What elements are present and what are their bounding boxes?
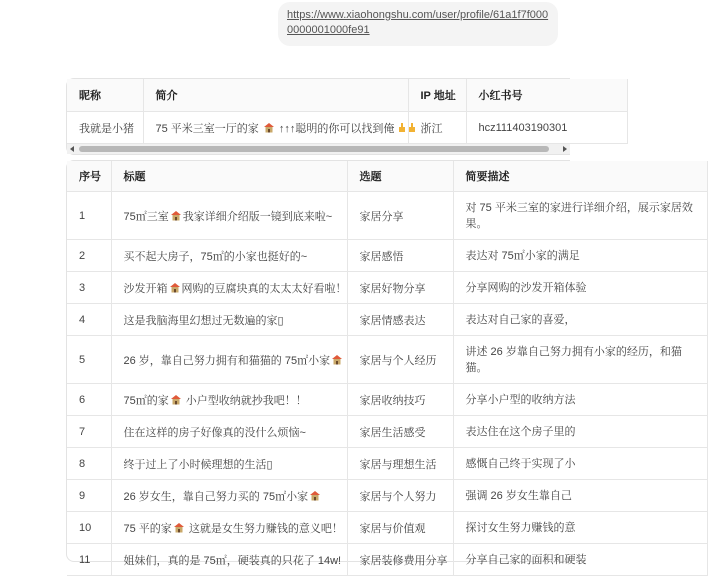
scrollbar-thumb[interactable] (79, 146, 549, 152)
row-topic: 家居与理想生活 (347, 448, 453, 480)
profile-table-header (67, 79, 627, 112)
scroll-left-icon[interactable] (70, 146, 74, 152)
row-index: 8 (67, 448, 111, 480)
row-topic: 家居感悟 (347, 240, 453, 272)
table-row (67, 272, 707, 304)
table-row (67, 544, 707, 576)
row-title-text: 住在这样的房子好像真的没什么烦恼~ (123, 426, 306, 439)
row-description: 感慨自己终于实现了小 (453, 448, 707, 480)
house-icon (331, 354, 343, 365)
row-title (111, 416, 347, 448)
bio-text-b: ↑↑↑聪明的你可以找到俺 (278, 122, 395, 135)
row-topic: 家居收纳技巧 (347, 384, 453, 416)
row-title (111, 240, 347, 272)
row-title (111, 480, 347, 512)
table-row (67, 384, 707, 416)
row-title-text: 沙发开箱 (123, 282, 168, 295)
row-index: 5 (67, 336, 111, 384)
row-description: 表达住在这个房子里的 (453, 416, 707, 448)
row-title (111, 272, 347, 304)
header-index: 序号 (67, 161, 111, 192)
row-title-text: 75 平的家 (123, 522, 172, 535)
row-title-text-b: 这就是女生努力赚钱的意义吧！ (185, 522, 343, 535)
row-title-text: 终于过上了小时候理想的生活▯ (123, 458, 273, 471)
profile-row (67, 112, 627, 144)
row-title (111, 512, 347, 544)
row-topic: 家居与个人努力 (347, 480, 453, 512)
table-row (67, 336, 707, 384)
row-description: 分享自己家的面积和硬装 (453, 544, 707, 576)
row-description: 分享网购的沙发开箱体验 (453, 272, 707, 304)
header-xhs-id: 小红书号 (466, 79, 627, 112)
row-title-text-b: 小户型收纳就抄我吧！！ (182, 394, 307, 407)
row-title-text-b: 网购的豆腐块真的太太太好看啦！ (181, 282, 347, 295)
header-title: 标题 (111, 161, 347, 192)
user-message-bubble (278, 2, 558, 46)
row-title-text: 26 岁，靠自己努力拥有和猫猫的 75㎡小家 (123, 354, 331, 367)
row-index: 9 (67, 480, 111, 512)
posts-table (66, 160, 693, 567)
row-topic: 家居情感表达 (347, 304, 453, 336)
horizontal-scrollbar[interactable] (67, 143, 570, 154)
nickname-cell: 我就是小猪 (67, 112, 143, 144)
row-title (111, 192, 347, 240)
row-title-text-b: 我家详细介绍版一镜到底来啦~ (182, 210, 333, 223)
profile-table (66, 78, 570, 155)
table-row (67, 416, 707, 448)
xhs-id-cell: hcz111403190301 (466, 112, 627, 144)
table-row (67, 304, 707, 336)
row-description: 讲述 26 岁靠自己努力拥有小家的经历，和猫猫。 (453, 336, 707, 384)
row-description: 分享小户型的收纳方法 (453, 384, 707, 416)
profile-link[interactable]: https://www.xiaohongshu.com/user/profile/61a1f7f0000000001000fe91 (287, 9, 549, 36)
house-icon (263, 122, 275, 133)
header-description: 简要描述 (453, 161, 707, 192)
row-title-text: 姐妹们，真的是 75㎡，硬装真的只花了 14w! (123, 554, 342, 567)
bio-cell (143, 112, 408, 144)
table-row (67, 240, 707, 272)
row-index: 10 (67, 512, 111, 544)
house-icon (309, 490, 321, 501)
row-title-text: 26 岁女生，靠自己努力买的 75㎡小家 (123, 490, 309, 503)
row-title-text: 75㎡的家 (123, 394, 169, 407)
house-icon (173, 522, 185, 533)
row-title-text: 这是我脑海里幻想过无数遍的家▯ (123, 314, 284, 327)
row-index: 6 (67, 384, 111, 416)
row-description: 表达对 75㎡小家的满足 (453, 240, 707, 272)
row-description: 探讨女生努力赚钱的意 (453, 512, 707, 544)
row-index: 11 (67, 544, 111, 576)
header-topic: 选题 (347, 161, 453, 192)
row-topic: 家居分享 (347, 192, 453, 240)
row-topic: 家居与个人经历 (347, 336, 453, 384)
table-row (67, 512, 707, 544)
posts-table-header (67, 161, 707, 192)
row-topic: 家居好物分享 (347, 272, 453, 304)
bio-text-a: 75 平米三室一厅的家 (155, 122, 259, 135)
row-topic: 家居生活感受 (347, 416, 453, 448)
header-ip: IP 地址 (408, 79, 466, 112)
pointing-hand-icon (397, 122, 407, 133)
row-topic: 家居装修费用分享 (347, 544, 453, 576)
table-row (67, 480, 707, 512)
house-icon (170, 210, 182, 221)
row-title (111, 448, 347, 480)
table-row (67, 192, 707, 240)
row-title (111, 304, 347, 336)
row-description: 对 75 平米三室的家进行详细介绍，展示家居效果。 (453, 192, 707, 240)
row-description: 强调 26 岁女生靠自己 (453, 480, 707, 512)
ip-cell: 浙江 (408, 112, 466, 144)
header-nickname: 昵称 (67, 79, 143, 112)
row-index: 4 (67, 304, 111, 336)
row-description: 表达对自己家的喜爱， (453, 304, 707, 336)
row-index: 7 (67, 416, 111, 448)
scroll-right-icon[interactable] (563, 146, 567, 152)
row-title (111, 544, 347, 576)
house-icon (170, 394, 182, 405)
row-index: 1 (67, 192, 111, 240)
row-title (111, 384, 347, 416)
pointing-hand-icon (407, 122, 417, 133)
table-row (67, 448, 707, 480)
row-title-text: 75㎡三室 (123, 210, 169, 223)
row-title (111, 336, 347, 384)
row-topic: 家居与价值观 (347, 512, 453, 544)
row-index: 3 (67, 272, 111, 304)
header-bio: 简介 (143, 79, 408, 112)
house-icon (169, 282, 181, 293)
row-index: 2 (67, 240, 111, 272)
row-title-text: 买不起大房子，75㎡的小家也挺好的~ (123, 250, 308, 263)
